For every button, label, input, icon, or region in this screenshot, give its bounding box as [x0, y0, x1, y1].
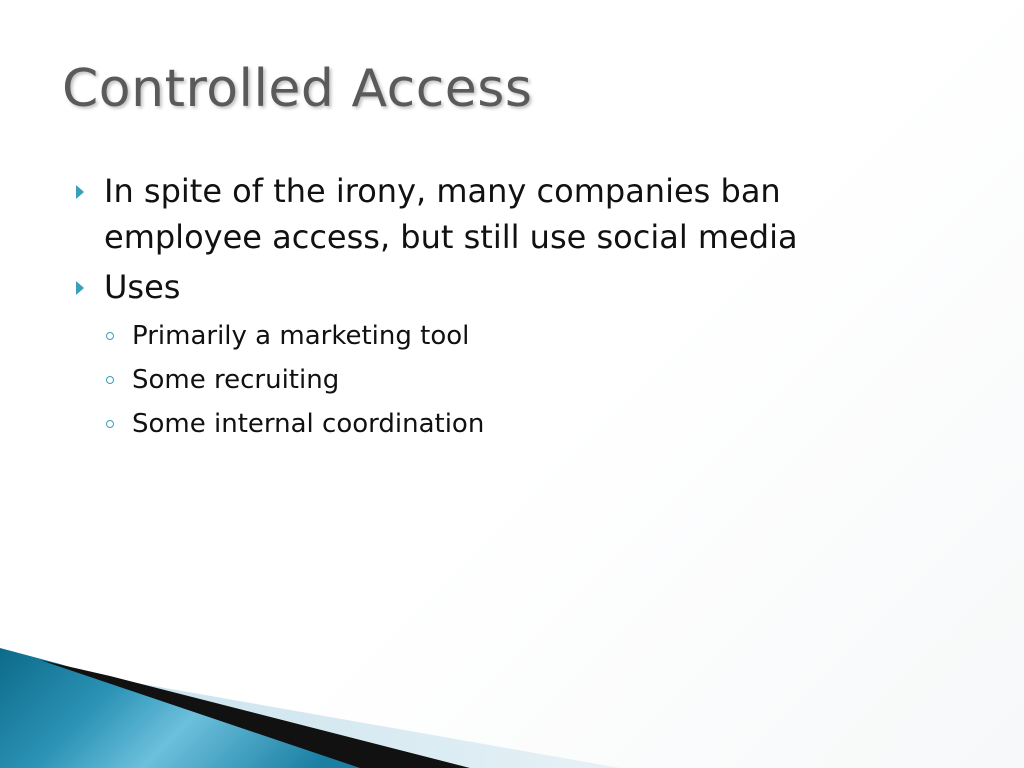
triangle-bullet-icon: [76, 185, 84, 199]
dark-stripe-shape: [40, 660, 470, 768]
triangle-bullet-icon: [76, 281, 84, 295]
bullet-item: [76, 264, 976, 310]
bullet-line: In spite of the irony, many companies ban: [104, 172, 781, 210]
circle-bullet-icon: [106, 332, 114, 340]
sub-bullet-text: Primarily a marketing tool: [132, 321, 470, 351]
circle-bullet-icon: [106, 376, 114, 384]
light-band-shape: [0, 660, 620, 768]
bullet-line: employee access, but still use social media: [104, 218, 798, 256]
sub-bullet-item: [76, 314, 976, 358]
bullet-item: [76, 168, 976, 260]
bullet-list: [76, 168, 976, 446]
sub-bullet-item: [76, 358, 976, 402]
sub-bullet-list: [76, 314, 976, 446]
slide-title: Controlled Access: [62, 59, 533, 119]
teal-band-shape: [0, 648, 400, 768]
sub-bullet-text: Some recruiting: [132, 365, 340, 395]
sub-bullet-item: [76, 402, 976, 446]
circle-bullet-icon: [106, 420, 114, 428]
bullet-text: Uses: [104, 268, 181, 306]
sub-bullet-text: Some internal coordination: [132, 409, 485, 439]
